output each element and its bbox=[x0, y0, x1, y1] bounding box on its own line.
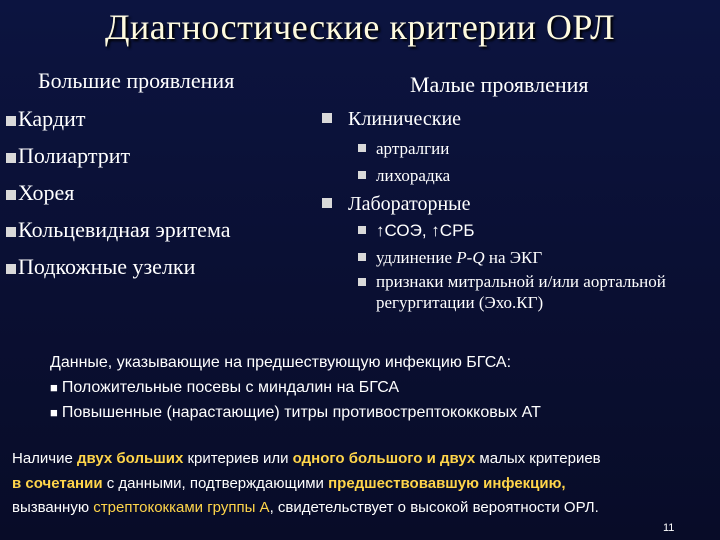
list-item: Хорея bbox=[6, 178, 230, 215]
square-bullet-icon bbox=[358, 171, 366, 179]
minor-list bbox=[322, 107, 717, 313]
square-bullet-icon bbox=[322, 113, 332, 123]
list-item: ■ Повышенные (нарастающие) титры противострептококковых АТ bbox=[50, 404, 541, 421]
square-bullet-icon bbox=[358, 278, 366, 286]
list-item: признаки митральной и/или аортальной регургитации (Эхо.КГ) bbox=[322, 271, 717, 313]
major-header: Большие проявления bbox=[38, 68, 235, 93]
list-item: Полиартрит bbox=[6, 141, 230, 178]
square-bullet-icon bbox=[322, 198, 332, 208]
major-list bbox=[6, 104, 230, 289]
square-bullet-icon bbox=[6, 227, 16, 237]
square-bullet-icon: ■ bbox=[50, 405, 58, 420]
square-bullet-icon bbox=[358, 253, 366, 261]
square-bullet-icon bbox=[6, 190, 16, 200]
square-bullet-icon: ■ bbox=[50, 380, 58, 395]
list-item: артралгии bbox=[322, 138, 717, 159]
infection-block bbox=[50, 350, 541, 425]
list-item: удлинение P-Q на ЭКГ bbox=[322, 247, 717, 268]
minor-header: Малые проявления bbox=[410, 72, 589, 97]
conclusion-text bbox=[12, 447, 720, 521]
slide-title: Диагностические критерии ОРЛ bbox=[104, 7, 616, 47]
list-item: Подкожные узелки bbox=[6, 252, 230, 289]
infection-heading: Данные, указывающие на предшествующую инфекцию БГСА: bbox=[50, 354, 512, 371]
list-item: Кардит bbox=[6, 104, 230, 141]
clinical-group: Клинические bbox=[322, 107, 717, 131]
list-item: ■ Положительные посевы с миндалин на БГСА bbox=[50, 379, 400, 396]
lab-group: Лабораторные bbox=[322, 192, 717, 216]
square-bullet-icon bbox=[358, 144, 366, 152]
page-number: 11 bbox=[663, 522, 675, 534]
square-bullet-icon bbox=[6, 116, 16, 126]
conclusion-line: вызванную стрептококками группы А, свидетельствует о высокой вероятности ОРЛ. bbox=[12, 499, 599, 516]
square-bullet-icon bbox=[6, 153, 16, 163]
square-bullet-icon bbox=[358, 226, 366, 234]
square-bullet-icon bbox=[6, 264, 16, 274]
conclusion-line: Наличие двух больших критериев или одного большого и двух малых критериев bbox=[12, 450, 601, 467]
list-item: лихорадка bbox=[322, 165, 717, 186]
conclusion-line: в сочетании с данными, подтверждающими предшествовавшую инфекцию, bbox=[12, 474, 566, 492]
list-item: Кольцевидная эритема bbox=[6, 215, 230, 252]
list-item: ↑СОЭ, ↑СРБ bbox=[322, 220, 717, 241]
